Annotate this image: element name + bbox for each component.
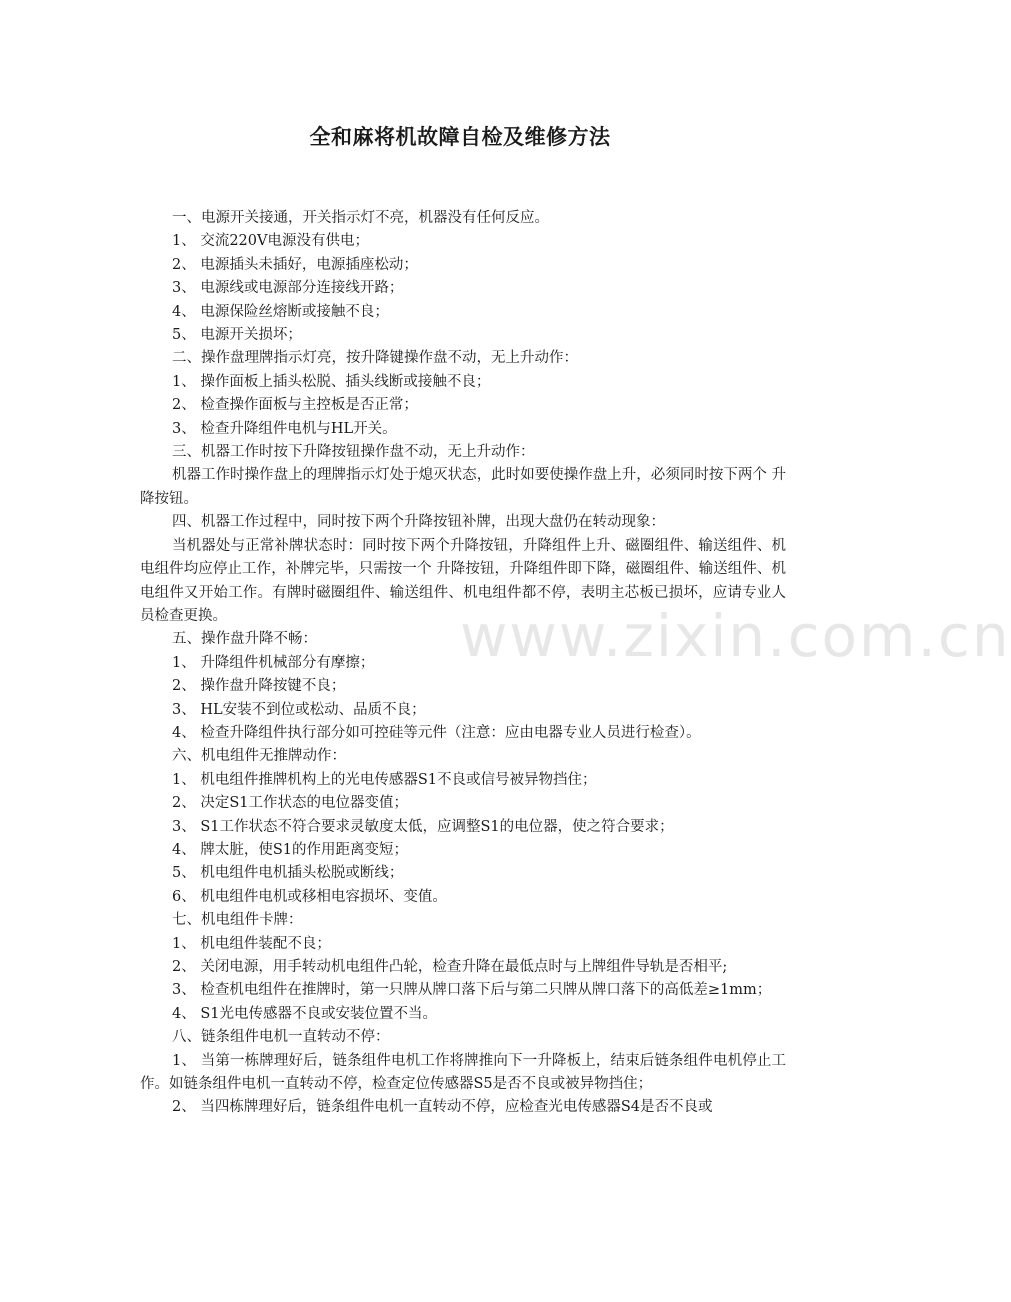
watermark-text: www.zixin.com.cn — [460, 602, 1011, 670]
section-heading: 七、机电组件卡牌： — [172, 912, 303, 929]
list-item: 4、 检查升降组件执行部分如可控硅等元件（注意：应由电器专业人员进行检查）。 — [172, 724, 701, 741]
list-item: 2、 电源插头未插好，电源插座松动； — [172, 256, 418, 273]
list-item: 4、 牌太脏，使S1的作用距离变短； — [172, 841, 408, 858]
section-heading: 一、电源开关接通，开关指示灯不亮，机器没有任何反应。 — [172, 210, 549, 226]
list-item: 3、 S1工作状态不符合要求灵敏度太低，应调整S1的电位器，使之符合要求； — [172, 818, 674, 835]
section-heading: 八、链条组件电机一直转动不停： — [172, 1029, 390, 1046]
list-item: 1、 机电组件推牌机构上的光电传感器S1不良或信号被异物挡住； — [172, 771, 597, 788]
list-item: 1、 交流220V电源没有供电； — [172, 233, 369, 250]
list-item: 5、 电源开关损坏； — [172, 327, 302, 344]
list-item: 3、 检查升降组件电机与HL开关。 — [172, 420, 397, 437]
section-heading: 二、操作盘理牌指示灯亮，按升降键操作盘不动，无上升动作： — [172, 350, 578, 367]
list-item: 2、 决定S1工作状态的电位器变值； — [172, 795, 408, 812]
list-item: 1、 机电组件装配不良； — [172, 935, 331, 952]
paragraph: 2、 当四栋牌理好后，链条组件电机一直转动不停，应检查光电传感器S4是否不良或 — [172, 1099, 713, 1116]
paragraph: 3、 检查机电组件在推牌时，第一只牌从牌口落下后与第二只牌从牌口落下的高低差≥1mm； — [172, 982, 772, 999]
list-item: 6、 机电组件电机或移相电容损坏、变值。 — [172, 888, 447, 905]
list-item: 3、 HL安装不到位或松动、品质不良； — [172, 701, 426, 718]
list-item: 2、 操作盘升降按键不良； — [172, 678, 346, 695]
paragraph: 机器工作时操作盘上的理牌指示灯处于熄灭状态，此时如要使操作盘上升，必须同时按下两个 升降按钮。 — [140, 467, 786, 507]
section-heading: 三、机器工作时按下升降按钮操作盘不动，无上升动作： — [172, 444, 535, 461]
section-heading: 六、机电组件无推牌动作： — [172, 748, 346, 765]
list-item: 1、 升降组件机械部分有摩擦； — [172, 654, 375, 671]
list-item: 1、 操作面板上插头松脱、插头线断或接触不良； — [172, 373, 491, 390]
list-item: 4、 电源保险丝熔断或接触不良； — [172, 303, 389, 320]
list-item: 2、 关闭电源，用手转动机电组件凸轮，检查升降在最低点时与上牌组件导轨是否相平; — [172, 959, 728, 975]
document-body — [140, 207, 786, 1120]
document-title: 全和麻将机故障自检及维修方法 — [309, 125, 611, 149]
list-item: 2、 检查操作面板与主控板是否正常； — [172, 397, 418, 414]
list-item: 5、 机电组件电机插头松脱或断线； — [172, 865, 404, 882]
list-item: 3、 电源线或电源部分连接线开路； — [172, 280, 404, 297]
section-heading: 五、操作盘升降不畅： — [172, 631, 317, 648]
paragraph: 1、 当第一栋牌理好后，链条组件电机工作将牌推向下一升降板上，结束后链条组件电机停止工作。如链条组件电机一直转动不停，检查定位传感器S5是否不良或被异物挡住； — [140, 1052, 786, 1093]
list-item: 4、 S1光电传感器不良或安装位置不当。 — [172, 1005, 437, 1022]
paragraph: 当机器处与正常补牌状态时：同时按下两个升降按钮，升降组件上升、磁圈组件、输送组件、机电组件均应停止工作，补牌完毕，只需按一个 升降按钮，升降组件即下降，磁圈组件、输送组件、机电组件又开始工作。有牌时磁圈组件、输送组件、机电组件都不停，表明主芯板已损坏，应请专业人员检查更换。 — [140, 537, 786, 624]
section-heading: 四、机器工作过程中，同时按下两个升降按钮补牌，出现大盘仍在转动现象： — [172, 514, 665, 531]
